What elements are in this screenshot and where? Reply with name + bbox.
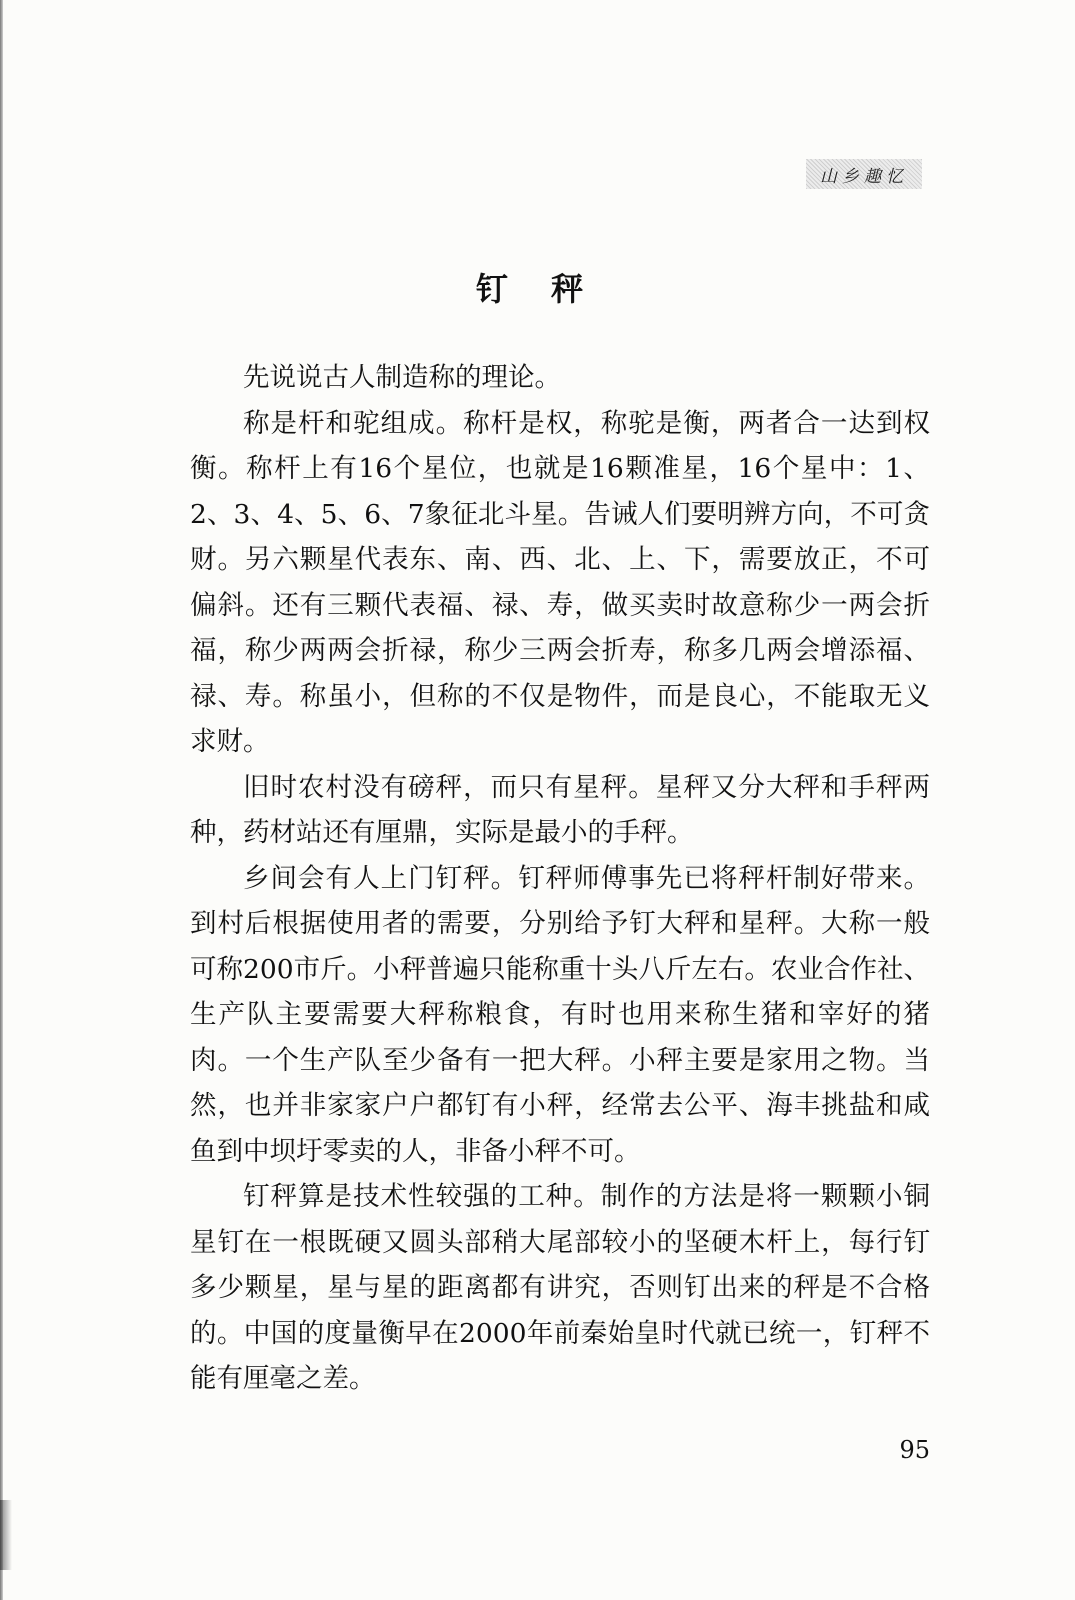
paragraph: 钉秤算是技术性较强的工种。制作的方法是将一颗颗小铜星钉在一根既硬又圆头部稍大尾部较小的坚硬木杆上，每行钉多少颗星，星与星的距离都有讲究，否则钉出来的秤是不合格的。中国的度量衡早在2000年前秦始皇时代就已统一，钉秤不能有厘毫之差。	[190, 1181, 930, 1394]
page-number: 95	[899, 1436, 930, 1464]
paragraph: 先说说古人制造称的理论。	[243, 362, 561, 393]
paragraph: 旧时农村没有磅秤，而只有星秤。星秤又分大秤和手秤两种，药材站还有厘鼎，实际是最小的手秤。	[190, 771, 930, 848]
scan-edge-shadow	[0, 1500, 12, 1570]
scan-binding-edge	[0, 0, 3, 1600]
paragraph: 称是杆和驼组成。称杆是权，称驼是衡，两者合一达到权衡。称杆上有16个星位，也就是16颗准星，16个星中：1、2、3、4、5、6、7象征北斗星。告诫人们要明辨方向，不可贪财。另六颗星代表东、南、西、北、上、下，需要放正，不可偏斜。还有三颗代表福、禄、寿，做买卖时故意称少一两会折福，称少两两会折禄，称少三两会折寿，称多几两会增添福、禄、寿。称虽小，但称的不仅是物件，而是良心，不能取无义求财。	[190, 407, 930, 757]
article-body	[190, 355, 930, 1402]
page-title: 钉 秤	[475, 270, 600, 308]
running-header: 山乡趣忆	[806, 159, 922, 189]
paragraph: 乡间会有人上门钉秤。钉秤师傅事先已将秤杆制好带来。到村后根据使用者的需要，分别给予钉大秤和星秤。大称一般可称200市斤。小秤普遍只能称重十头八斤左右。农业合作社、生产队主要需要大秤称粮食，有时也用来称生猪和宰好的猪肉。一个生产队至少备有一把大秤。小秤主要是家用之物。当然，也并非家家户户都钉有小秤，经常去公平、海丰挑盐和咸鱼到中坝圩零卖的人，非备小秤不可。	[190, 862, 930, 1167]
